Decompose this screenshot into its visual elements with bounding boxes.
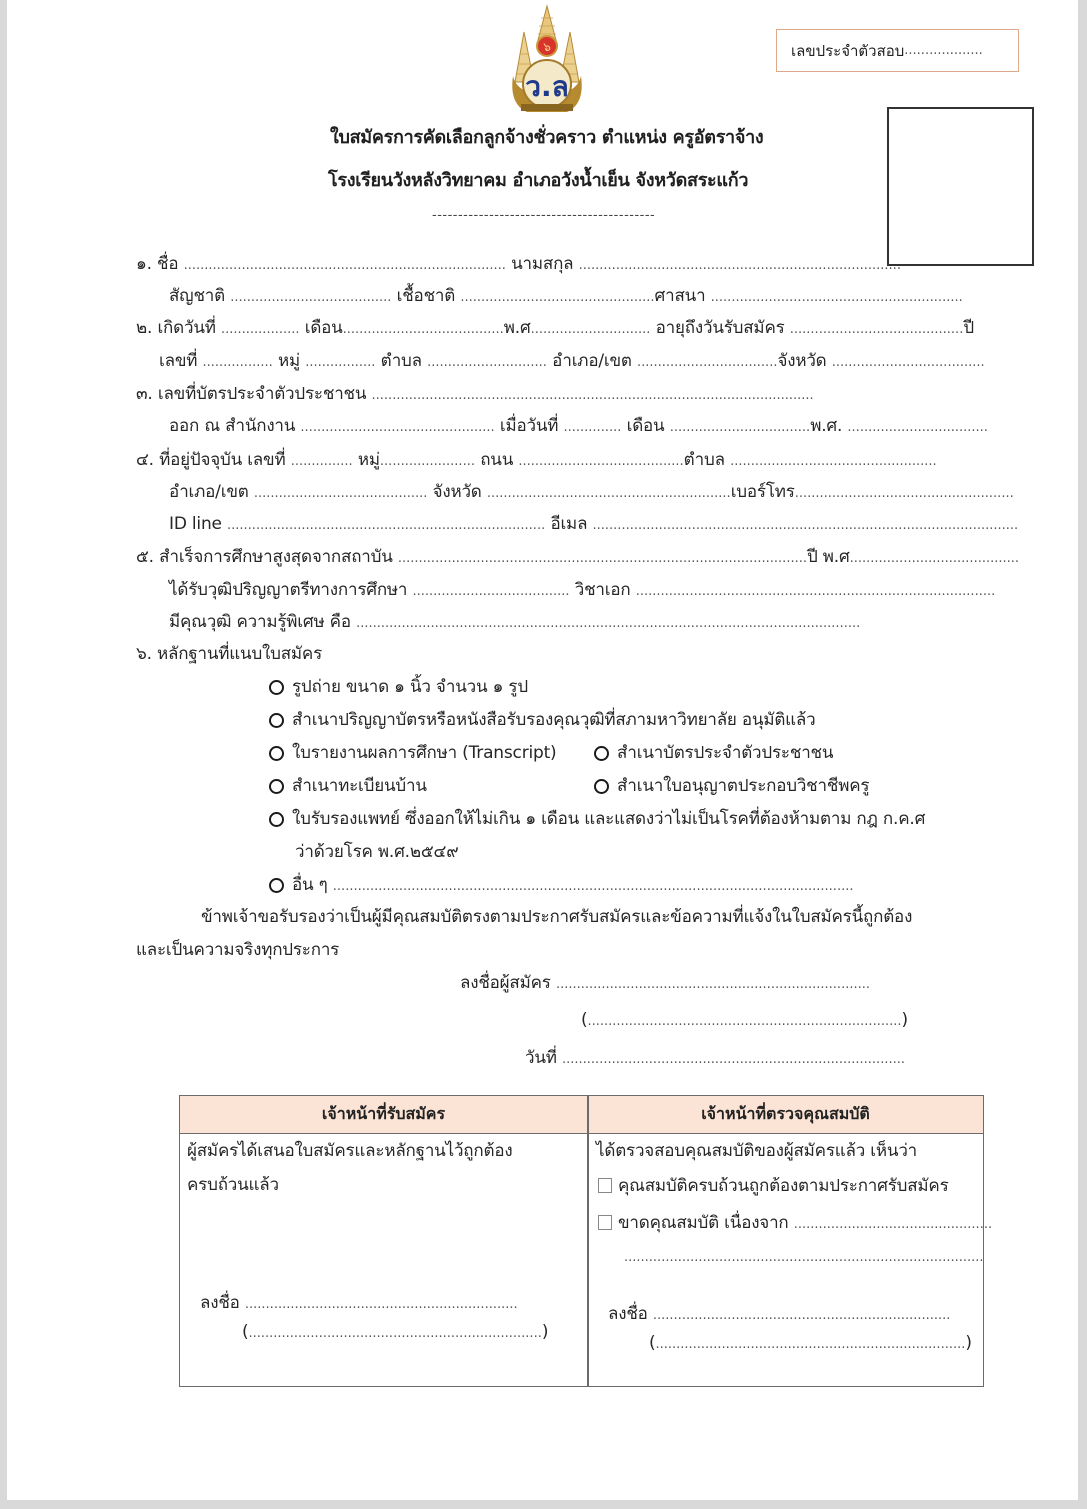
birth-year-label: พ.ศ <box>503 318 531 338</box>
moo-field[interactable]: ................. <box>305 355 376 370</box>
section-number: ๑. <box>136 254 152 274</box>
tambon-label: ตำบล <box>380 351 422 371</box>
radio-circle-icon[interactable] <box>269 878 284 893</box>
application-date-field[interactable]: ................................................................................... <box>562 1052 905 1067</box>
not-qualified-option-label: ขาดคุณสมบัติ เนื่องจาก <box>618 1213 789 1233</box>
radio-circle-icon[interactable] <box>594 779 609 794</box>
section-5-row-2 <box>169 580 995 602</box>
section-4-row-2 <box>169 482 1014 504</box>
attachment-item-photo[interactable] <box>269 677 528 697</box>
religion-field[interactable]: ............................................................. <box>710 290 963 305</box>
tambon-field[interactable]: ............................. <box>427 355 547 370</box>
verifying-officer-name-row <box>649 1333 972 1355</box>
section-4-row-3 <box>169 514 1018 536</box>
issued-at-label: ออก ณ สำนักงาน <box>169 416 296 436</box>
not-qualified-reason-line-2 <box>624 1246 984 1268</box>
svg-text:ว.ล: ว.ล <box>525 70 569 103</box>
province-field[interactable]: ..................................... <box>831 355 985 370</box>
officer-table <box>179 1095 993 1387</box>
issued-year-field[interactable]: .................................. <box>847 420 988 435</box>
email-field[interactable]: ....................................................................................................... <box>592 518 1019 533</box>
religion-label: ศาสนา <box>654 286 706 306</box>
major-label: วิชาเอก <box>574 580 631 600</box>
issued-date-field[interactable]: .............. <box>563 420 622 435</box>
section-number: ๕. <box>136 547 154 567</box>
degree-label: ได้รับวุฒิปริญญาตรีทางการศึกษา <box>169 580 408 600</box>
amphoe-label: อำเภอ/เขต <box>552 351 632 371</box>
ethnicity-label: เชื้อชาติ <box>396 286 456 306</box>
line-id-field[interactable]: ............................................................................. <box>227 518 546 533</box>
attachment-label: ใบรับรองแพทย์ ซึ่งออกให้ไม่เกิน ๑ เดือน และแสดงว่าไม่เป็นโรคที่ต้องห้ามตาม กฎ ก.ค.ศ <box>292 809 926 829</box>
section-1-row-1 <box>136 254 901 276</box>
receiving-officer-sign-label: ลงชื่อ <box>200 1293 240 1313</box>
nationality-field[interactable]: ....................................... <box>230 290 392 305</box>
applicant-name-row <box>581 1010 908 1032</box>
address-province-label: จังหวัด <box>432 482 482 502</box>
special-skill-label: มีคุณวุฒิ ความรู้พิเศษ คือ <box>169 612 351 632</box>
address-province-field[interactable]: ........................................................... <box>486 486 731 501</box>
applicant-signature-row <box>460 973 870 995</box>
attachment-item-medical-cert[interactable] <box>269 809 925 829</box>
paren-open: ( <box>242 1322 249 1342</box>
email-label: อีเมล <box>550 514 588 534</box>
moo-label: หมู่ <box>277 351 300 371</box>
photo-placeholder-box <box>887 107 1034 266</box>
paren-open: ( <box>649 1333 656 1353</box>
phone-field[interactable]: ..................................................... <box>794 486 1014 501</box>
section-number: ๒. <box>136 318 153 338</box>
section-3-row-1 <box>136 384 814 406</box>
receiving-officer-signature-row <box>200 1293 518 1315</box>
qualified-option[interactable] <box>598 1176 949 1196</box>
title-separator: ------------------------------------------- <box>432 208 656 223</box>
address-moo-label: หมู่ <box>357 450 380 470</box>
applicant-printed-name-field[interactable]: ............................................................................ <box>587 1014 902 1029</box>
grad-year-label: ปี พ.ศ <box>806 547 850 567</box>
school-logo-icon <box>507 4 587 116</box>
road-field[interactable]: ........................................ <box>518 454 684 469</box>
nationality-label: สัญชาติ <box>169 286 225 306</box>
birth-day-label: เกิดวันที่ <box>157 318 216 338</box>
verifying-officer-name-field[interactable]: ........................................................................... <box>655 1337 966 1352</box>
exam-id-dots: ................... <box>904 43 983 58</box>
id-card-field[interactable]: ........................................................................................................... <box>371 388 814 403</box>
attachment-label: สำเนาปริญญาบัตรหรือหนังสือรับรองคุณวุฒิที่สภามหาวิทยาลัย อนุมัติแล้ว <box>292 710 816 730</box>
verifying-officer-signature-field[interactable]: ........................................................................ <box>652 1308 951 1323</box>
age-unit: ปี <box>963 318 974 338</box>
grad-year-field[interactable]: ......................................... <box>849 551 1020 566</box>
institution-label: สำเร็จการศึกษาสูงสุดจากสถาบัน <box>159 547 393 567</box>
verifying-officer-text-1: ได้ตรวจสอบคุณสมบัติของผู้สมัครแล้ว เห็นว่า <box>596 1141 918 1161</box>
verifying-officer-sign-label: ลงชื่อ <box>608 1304 648 1324</box>
declaration-line-2: และเป็นความจริงทุกประการ <box>136 940 340 960</box>
school-title: โรงเรียนวังหลังวิทยาคม อำเภอวังน้ำเย็น จังหวัดสระแก้ว <box>328 170 749 191</box>
exam-id-label: เลขประจำตัวสอบ <box>791 41 905 60</box>
receiving-officer-text-1: ผู้สมัครได้เสนอใบสมัครและหลักฐานไว้ถูกต้อง <box>187 1141 513 1161</box>
attachment-label: สำเนาใบอนุญาตประกอบวิชาชีพครู <box>617 776 870 796</box>
surname-label: นามสกุล <box>511 254 574 274</box>
application-date-label: วันที่ <box>525 1048 557 1068</box>
house-no-label: เลขที่ <box>159 351 198 371</box>
attachment-medical-cert-cont: ว่าด้วยโรค พ.ศ.๒๕๔๙ <box>295 842 459 862</box>
birth-year-field[interactable]: ............................. <box>530 322 651 337</box>
address-no-label: ที่อยู่ปัจจุบัน เลขที่ <box>159 450 286 470</box>
issued-month-label: เดือน <box>626 416 665 436</box>
not-qualified-reason-field[interactable]: ................................................ <box>793 1217 993 1232</box>
birth-month-label: เดือน <box>304 318 343 338</box>
line-id-label: ID line <box>169 514 222 534</box>
attachment-label: สำเนาบัตรประจำตัวประชาชน <box>617 743 834 763</box>
address-amphoe-label: อำเภอ/เขต <box>169 482 249 502</box>
not-qualified-reason-field-2[interactable]: ....................................................................................... <box>624 1250 984 1265</box>
radio-circle-icon[interactable] <box>594 746 609 761</box>
attachment-item-degree[interactable] <box>269 710 816 730</box>
province-label: จังหวัด <box>777 351 827 371</box>
table-divider <box>587 1096 589 1386</box>
phone-label: เบอร์โทร <box>730 482 795 502</box>
section-number: ๔. <box>136 450 154 470</box>
section-3-row-2 <box>169 416 988 438</box>
checkbox-icon[interactable] <box>598 1215 612 1230</box>
age-field[interactable]: .......................................... <box>789 322 964 337</box>
section-2-row-1 <box>136 318 974 340</box>
attachment-item-teacher-license[interactable] <box>594 776 869 796</box>
birth-day-field[interactable]: ................... <box>220 322 300 337</box>
applicant-signature-label: ลงชื่อผู้สมัคร <box>460 973 551 993</box>
radio-circle-icon[interactable] <box>269 713 284 728</box>
attachment-item-house-registration[interactable] <box>269 776 427 796</box>
ethnicity-field[interactable]: ............................................... <box>460 290 655 305</box>
issued-year-label: พ.ศ. <box>810 416 843 436</box>
checkbox-icon[interactable] <box>598 1178 612 1193</box>
degree-field[interactable]: ...................................... <box>412 584 570 599</box>
paren-open: ( <box>581 1010 588 1030</box>
section-4-row-1 <box>136 450 937 472</box>
attachment-item-transcript[interactable] <box>269 743 557 763</box>
surname-field[interactable]: .............................................................................. <box>578 258 901 273</box>
address-tambon-field[interactable]: .................................................. <box>730 454 937 469</box>
receiving-officer-name-row <box>242 1322 548 1344</box>
other-attachment-field[interactable]: .............................................................................................................................. <box>332 879 854 894</box>
attachment-label: ใบรายงานผลการศึกษา (Transcript) <box>292 743 557 763</box>
birth-month-field[interactable]: ....................................... <box>342 322 504 337</box>
major-field[interactable]: ....................................................................................... <box>635 584 996 599</box>
section-6-title: หลักฐานที่แนบใบสมัคร <box>157 644 323 664</box>
special-skill-field[interactable]: .......................................................................................................................... <box>356 616 861 631</box>
section-1-row-2 <box>169 286 963 308</box>
paren-close: ) <box>541 1322 549 1342</box>
attachment-label: รูปถ่าย ขนาด ๑ นิ้ว จำนวน ๑ รูป <box>292 677 528 697</box>
receiving-officer-header: เจ้าหน้าที่รับสมัคร <box>180 1096 587 1134</box>
svg-text:๖: ๖ <box>543 40 551 54</box>
address-no-field[interactable]: ............... <box>290 454 353 469</box>
amphoe-field[interactable]: .................................. <box>636 355 778 370</box>
exam-id-field[interactable] <box>776 29 1019 72</box>
age-label: อายุถึงวันรับสมัคร <box>655 318 785 338</box>
attachment-item-other[interactable] <box>269 875 853 897</box>
radio-circle-icon[interactable] <box>269 680 284 695</box>
qualified-option-label: คุณสมบัติครบถ้วนถูกต้องตามประกาศรับสมัคร <box>618 1176 949 1196</box>
section-2-row-2 <box>159 351 985 373</box>
paren-close: ) <box>901 1010 908 1030</box>
not-qualified-option[interactable] <box>598 1213 992 1235</box>
attachment-label: อื่น ๆ <box>292 875 328 895</box>
section-5-row-3 <box>169 612 860 634</box>
first-name-label: ชื่อ <box>157 254 179 274</box>
form-title: ใบสมัครการคัดเลือกลูกจ้างชั่วคราว ตำแหน่ง ครูอัตราจ้าง <box>330 127 764 148</box>
address-amphoe-field[interactable]: .......................................... <box>253 486 428 501</box>
institution-field[interactable]: ................................................................................................... <box>397 551 807 566</box>
section-number: ๓. <box>136 384 153 404</box>
attachment-label: สำเนาทะเบียนบ้าน <box>292 776 427 796</box>
section-6-heading <box>136 644 322 664</box>
receiving-officer-text-2: ครบถ้วนแล้ว <box>187 1175 279 1195</box>
receiving-officer-signature-field[interactable]: .................................................................. <box>244 1297 518 1312</box>
issued-month-field[interactable]: .................................. <box>669 420 811 435</box>
attachment-item-id-card[interactable] <box>594 743 833 763</box>
address-moo-field[interactable]: ....................... <box>379 454 475 469</box>
declaration-line-1: ข้าพเจ้าขอรับรองว่าเป็นผู้มีคุณสมบัติตรงตามประกาศรับสมัครและข้อความที่แจ้งในใบสมัครนี้ถูกต้อง <box>201 907 913 927</box>
section-number: ๖. <box>136 644 152 664</box>
verifying-officer-signature-row <box>608 1304 950 1326</box>
radio-circle-icon[interactable] <box>269 779 284 794</box>
road-label: ถนน <box>480 450 514 470</box>
section-5-row-1 <box>136 547 1019 569</box>
receiving-officer-name-field[interactable]: ....................................................................... <box>248 1326 542 1341</box>
address-tambon-label: ตำบล <box>683 450 725 470</box>
paren-close: ) <box>965 1333 972 1353</box>
first-name-field[interactable]: .............................................................................. <box>183 258 506 273</box>
issued-date-label: เมื่อวันที่ <box>499 416 559 436</box>
document-page <box>7 0 1078 1500</box>
id-card-label: เลขที่บัตรประจำตัวประชาชน <box>157 384 367 404</box>
verifying-officer-header: เจ้าหน้าที่ตรวจคุณสมบัติ <box>588 1096 983 1134</box>
issued-at-field[interactable]: ............................................... <box>300 420 495 435</box>
applicant-signature-field[interactable]: ............................................................................ <box>555 977 870 992</box>
radio-circle-icon[interactable] <box>269 746 284 761</box>
radio-circle-icon[interactable] <box>269 812 284 827</box>
application-date-row <box>525 1048 905 1070</box>
house-no-field[interactable]: ................. <box>202 355 273 370</box>
